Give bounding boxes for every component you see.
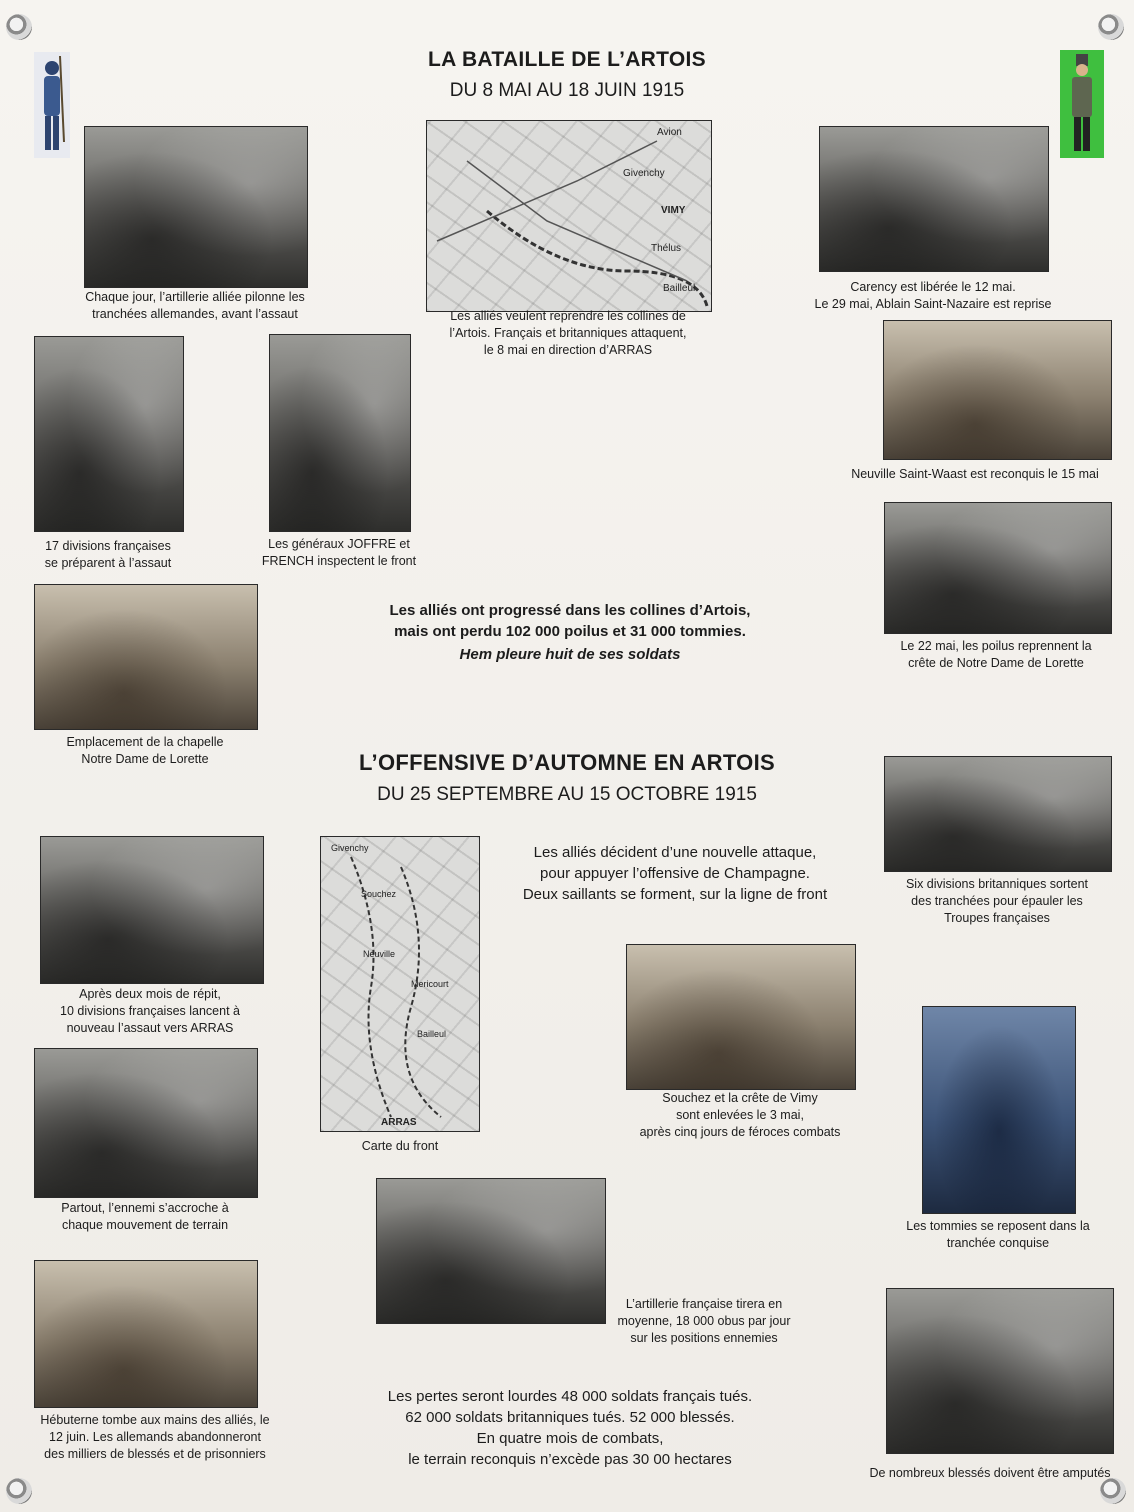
- section2-dates: DU 25 SEPTEMBRE AU 15 OCTOBRE 1915: [377, 784, 757, 805]
- caption-generals: Les généraux JOFFRE et FRENCH inspectent le front: [261, 537, 417, 568]
- caption-front-map: Carte du front: [361, 1139, 439, 1153]
- caption-shells: L’artillerie française tirera en moyenne, 18 000 obus par jour sur les positions ennemies: [617, 1297, 791, 1345]
- photo-chapel: [34, 584, 258, 730]
- caption-carency: Carency est libérée le 12 mai. Le 29 mai, Ablain Saint-Nazaire est reprise: [814, 280, 1052, 311]
- map-label-avion: Avion: [657, 127, 682, 138]
- front-map-label-arras: ARRAS: [381, 1117, 417, 1128]
- front-map-label-souchez: Souchez: [361, 889, 397, 899]
- section2-title: L’OFFENSIVE D’AUTOMNE EN ARTOIS: [359, 750, 775, 775]
- photo-neuville: [883, 320, 1112, 460]
- map-front: [320, 836, 480, 1132]
- photo-carency: [819, 126, 1049, 272]
- photo-souchez: [626, 944, 856, 1090]
- caption-artillery: Chaque jour, l’artillerie alliée pilonne les tranchées allemandes, avant l’assaut: [85, 290, 305, 321]
- photo-wounded: [886, 1288, 1114, 1454]
- map-label-bailleul: Bailleul: [663, 283, 696, 294]
- section2-intro: Les alliés décident d’une nouvelle attaque, pour appuyer l’offensive de Champagne. Deux saillants se forment, sur la ligne de front: [522, 844, 828, 903]
- front-map-label-bailleul: Bailleul: [417, 1029, 447, 1039]
- photo-british: [884, 756, 1112, 872]
- photo-tommies: [922, 1006, 1076, 1214]
- photo-hebuterne: [34, 1260, 258, 1408]
- grommet-top-left: [6, 14, 32, 40]
- photo-artillery: [84, 126, 308, 288]
- map-artois: [426, 120, 712, 312]
- photo-lorette-crest: [884, 502, 1112, 634]
- caption-respite: Après deux mois de répit, 10 divisions françaises lancent à nouveau l’assaut vers ARRAS: [60, 987, 240, 1035]
- section1-dates: DU 8 MAI AU 18 JUIN 1915: [449, 80, 685, 101]
- section1-summary: Les alliés ont progressé dans les collines d’Artois, mais ont perdu 102 000 poilus et 31 000 tommies.: [389, 602, 751, 640]
- photo-respite: [40, 836, 264, 984]
- front-map-label-mericourt: Mericourt: [411, 979, 449, 989]
- section1-title: LA BATAILLE DE L’ARTOIS: [428, 48, 706, 71]
- photo-shells: [376, 1178, 606, 1324]
- caption-wounded: De nombreux blessés doivent être amputés: [869, 1466, 1111, 1480]
- caption-hebuterne: Hébuterne tombe aux mains des alliés, le 12 juin. Les allemands abandonneront des milliers de blessés et de prisonniers: [40, 1413, 270, 1461]
- caption-enemy: Partout, l’ennemi s’accroche à chaque mouvement de terrain: [61, 1201, 229, 1232]
- front-map-label-givenchy: Givenchy: [331, 843, 369, 853]
- grommet-bottom-left: [6, 1478, 32, 1504]
- front-map-label-neuville: Neuville: [363, 949, 396, 959]
- map-label-vimy: VIMY: [661, 205, 686, 216]
- caption-souchez: Souchez et la crête de Vimy sont enlevées le 3 mai, après cinq jours de féroces combats: [639, 1091, 841, 1139]
- section2-losses: Les pertes seront lourdes 48 000 soldats français tués. 62 000 soldats britanniques tués. 52 000 blessés. En quatre mois de combats, le terrain reconquis n’excède pas 30 00 hectares: [387, 1388, 753, 1468]
- section1-summary-italic: Hem pleure huit de ses soldats: [459, 646, 681, 663]
- caption-british: Six divisions britanniques sortent des tranchées pour épauler les Troupes françaises: [905, 877, 1089, 925]
- caption-divisions: 17 divisions françaises se préparent à l’assaut: [44, 539, 172, 570]
- caption-lorette-crest: Le 22 mai, les poilus reprennent la crête de Notre Dame de Lorette: [900, 639, 1092, 670]
- caption-chapel: Emplacement de la chapelle Notre Dame de Lorette: [66, 735, 224, 766]
- caption-neuville: Neuville Saint-Waast est reconquis le 15 mai: [851, 467, 1099, 481]
- grommet-top-right: [1098, 14, 1124, 40]
- caption-map: Les alliés veulent reprendre les collines de l’Artois. Français et britanniques attaquent, le 8 mai en direction d’ARRAS: [449, 309, 687, 357]
- photo-generals: [269, 334, 411, 532]
- map-label-thelus: Thélus: [651, 243, 682, 254]
- photo-enemy: [34, 1048, 258, 1198]
- map-label-givenchy: Givenchy: [623, 168, 665, 179]
- caption-tommies: Les tommies se reposent dans la tranchée conquise: [906, 1219, 1090, 1250]
- photo-divisions: [34, 336, 184, 532]
